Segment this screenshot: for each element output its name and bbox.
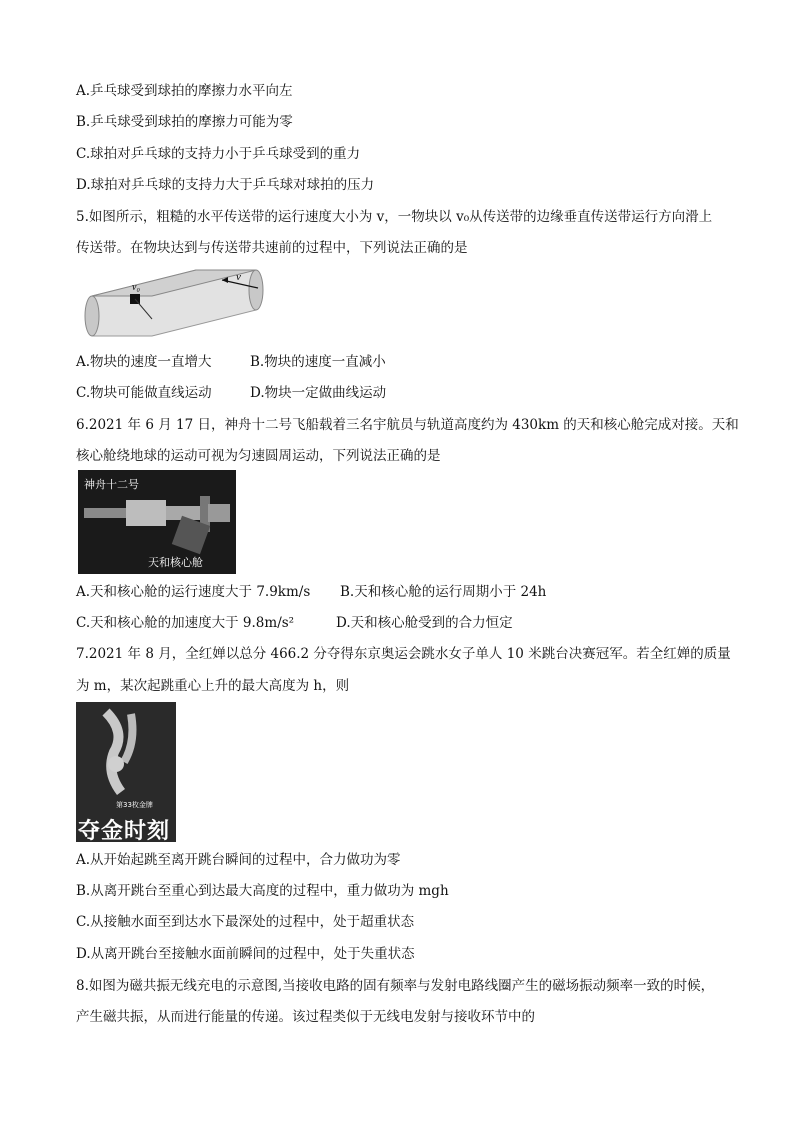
q5-options-row1 — [76, 352, 386, 372]
q7-option-a: A.从开始起跳至离开跳台瞬间的过程中，合力做功为零 — [76, 852, 401, 868]
diver-photo — [76, 702, 176, 842]
q4-option-a: A.乒乓球受到球拍的摩擦力水平向左 — [76, 83, 293, 99]
q6-option-c: C.天和核心舱的加速度大于 9.8m/s² — [76, 615, 295, 631]
q7-stem-line1: 7.2021 年 8 月，全红婵以总分 466.2 分夺得东京奥运会跳水女子单人 10 米跳台决赛冠军。若全红婵的质量 — [76, 646, 731, 662]
q5-options-row2 — [76, 383, 386, 403]
q6-option-d: D.天和核心舱受到的合力恒定 — [336, 615, 513, 631]
q7-option-d: D.从离开跳台至接触水面前瞬间的过程中，处于失重状态 — [76, 946, 415, 962]
q6-stem-line1: 6.2021 年 6 月 17 日，神舟十二号飞船载着三名宇航员与轨道高度约为 430km 的天和核心舱完成对接。天和 — [76, 417, 739, 433]
q5-option-c: C.物块可能做直线运动 — [76, 385, 212, 401]
q6-option-b: B.天和核心舱的运行周期小于 24h — [340, 584, 547, 600]
q4-option-d: D.球拍对乒乓球的支持力大于乒乓球对球拍的压力 — [76, 177, 375, 193]
q8-stem-line2: 产生磁共振，从而进行能量的传递。该过程类似于无线电发射与接收环节中的 — [76, 1009, 535, 1025]
q5-option-a: A.物块的速度一直增大 — [76, 354, 212, 370]
gold-medal-caption: 第33枚金牌 — [116, 801, 153, 809]
q6-stem-line2: 核心舱绕地球的运动可视为匀速圆周运动，下列说法正确的是 — [76, 448, 441, 464]
gold-moment-title: 夺金时刻 — [78, 819, 171, 842]
q4-option-c: C.球拍对乒乓球的支持力小于乒乓球受到的重力 — [76, 146, 361, 162]
q5-stem-line1: 5.如图所示，粗糙的水平传送带的运行速度大小为 v，一物块以 v₀从传送带的边缘垂直传送带运行方向滑上 — [76, 209, 713, 225]
q5-option-b: B.物块的速度一直减小 — [250, 354, 386, 370]
belt-velocity-label: v — [236, 271, 241, 283]
q5-option-d: D.物块一定做曲线运动 — [250, 385, 387, 401]
q6-option-a: A.天和核心舱的运行速度大于 7.9km/s — [76, 584, 311, 600]
q7-option-b: B.从离开跳台至重心到达最大高度的过程中，重力做功为 mgh — [76, 883, 449, 899]
q8-stem-line1: 8.如图为磁共振无线充电的示意图,当接收电路的固有频率与发射电路线圈产生的磁场振动频率一致的时候， — [76, 978, 715, 994]
q5-stem-line2: 传送带。在物块达到与传送带共速前的过程中，下列说法正确的是 — [76, 240, 468, 256]
tianhe-label: 天和核心舱 — [148, 556, 203, 569]
conveyor-belt-figure — [78, 266, 268, 342]
q7-option-c: C.从接触水面至到达水下最深处的过程中，处于超重状态 — [76, 914, 415, 930]
space-station-photo — [78, 470, 236, 574]
q6-options-row2 — [76, 613, 513, 633]
shenzhou-label: 神舟十二号 — [84, 478, 139, 491]
q7-stem-line2: 为 m，某次起跳重心上升的最大高度为 h，则 — [76, 678, 350, 694]
q4-option-b: B.乒乓球受到球拍的摩擦力可能为零 — [76, 114, 293, 130]
block-velocity-label: v₀ — [132, 282, 140, 293]
q6-options-row1 — [76, 582, 546, 602]
